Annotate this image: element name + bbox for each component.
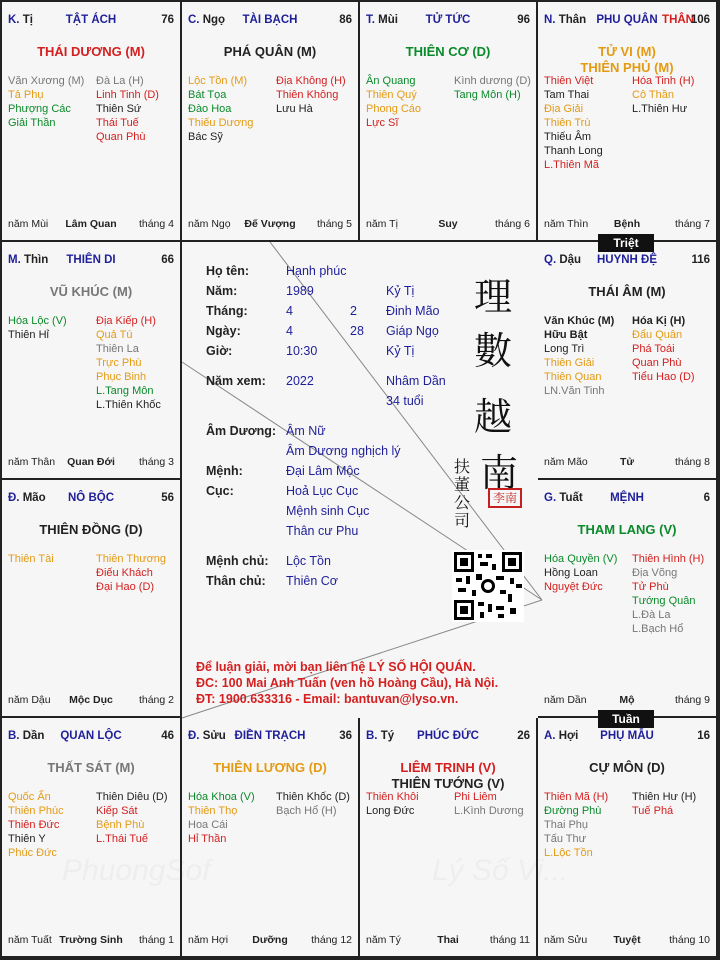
value-month-canchi: Đinh Mão [386, 304, 440, 318]
palace-position-letter: Q. [544, 254, 557, 266]
palace-number: 76 [161, 14, 174, 26]
minor-star: Địa Giải [544, 103, 584, 115]
minor-star: Long Trì [544, 343, 585, 355]
minor-star: Quả Tú [96, 329, 133, 341]
minor-star: Thiên Sứ [96, 103, 142, 115]
minor-star: Thiên Phúc [8, 805, 64, 817]
palace-branch: Thìn [23, 254, 49, 266]
palace-stage: Dưỡng [252, 934, 288, 946]
palace-footer [544, 218, 710, 232]
palace-number: 6 [703, 492, 710, 504]
right-stars [276, 790, 350, 818]
palace-position-letter: A. [544, 730, 556, 742]
main-star: THIÊN TƯỚNG (V) [391, 776, 505, 791]
minor-star: Thiên Thương [96, 553, 167, 565]
palace-name: TỬ TỨC [425, 14, 471, 26]
minor-star: Thiên Thọ [188, 805, 238, 817]
palace-branch: Mùi [378, 14, 398, 26]
minor-star: Quan Phù [632, 357, 682, 369]
right-stars [632, 790, 696, 818]
minor-star: Lực Sĩ [366, 117, 399, 129]
palace-footer [188, 218, 352, 232]
right-stars [632, 552, 704, 636]
left-stars [366, 74, 421, 130]
palace-position-letter: N. [544, 14, 556, 26]
minor-star: Thiên Quý [366, 89, 417, 101]
palace-branch: Ngọ [202, 14, 226, 26]
palace-year: năm Thìn [544, 218, 589, 230]
value-name: Hạnh phúc [286, 264, 347, 278]
palace-name: THIÊN DI [66, 254, 116, 266]
minor-star: Đẩu Quân [632, 329, 683, 341]
main-star: THÁI ÂM (M) [588, 284, 666, 299]
palace-position-letter: B. [8, 730, 20, 742]
palace-branch: Mão [22, 492, 46, 504]
palace-month: tháng 3 [138, 456, 174, 468]
palace-position-letter: C. [188, 14, 200, 26]
palace-name: PHÚC ĐỨC [417, 730, 479, 742]
palace-year: năm Tý [366, 934, 401, 946]
value-year: 1989 [286, 284, 314, 298]
palace-cell[interactable] [538, 480, 718, 718]
minor-star: Phượng Các [8, 103, 71, 115]
minor-star: Thanh Long [544, 145, 603, 157]
minor-star: Tả Phụ [8, 89, 44, 101]
minor-star: Hồng Loan [544, 567, 598, 579]
palace-stage: Thai [437, 934, 459, 946]
palace-stage: Tử [619, 456, 635, 468]
palace-position-letter: K. [8, 14, 20, 26]
palace-month: tháng 5 [316, 218, 352, 230]
palace-footer [366, 934, 530, 948]
palace-cell[interactable] [2, 2, 182, 242]
right-stars [632, 74, 694, 116]
triet-tag: Triệt [598, 234, 654, 252]
minor-star: Hoa Cái [188, 819, 228, 831]
right-stars [96, 74, 159, 144]
minor-star: Thiếu Âm [544, 131, 592, 143]
palace-month: tháng 1 [138, 934, 174, 946]
minor-star: Hữu Bật [544, 329, 588, 341]
minor-star: Thiên Diêu (D) [96, 791, 168, 803]
palace-number: 26 [517, 730, 530, 742]
minor-star: Hóa Kị (H) [632, 315, 686, 327]
minor-star: Tướng Quân [632, 595, 696, 607]
minor-star: Văn Khúc (M) [544, 315, 615, 327]
than-marker: THÂN [662, 14, 694, 26]
palace-month: tháng 4 [138, 218, 174, 230]
main-star: THAM LANG (V) [577, 522, 677, 537]
palace-month: tháng 2 [138, 694, 174, 706]
minor-star: Thiên Khôi [366, 791, 419, 803]
minor-star: L.Thái Tuế [96, 833, 148, 845]
palace-year: năm Ngọ [188, 218, 231, 230]
palace-name: PHU QUÂN [596, 14, 658, 26]
palace-month: tháng 10 [669, 934, 710, 946]
minor-star: Thiên Y [8, 833, 46, 845]
minor-star: Hóa Quyền (V) [544, 553, 618, 565]
red-seal: 李南 [488, 488, 522, 508]
minor-star: Phục Binh [96, 371, 147, 383]
minor-star: Tang Môn (H) [454, 89, 521, 101]
right-stars [96, 314, 161, 412]
palace-cell[interactable] [538, 718, 718, 958]
label-menh: Mệnh: [206, 464, 243, 478]
palace-stage: Bệnh [613, 218, 641, 230]
value-age: 34 tuổi [386, 394, 424, 408]
palace-branch: Tuất [559, 492, 583, 504]
minor-star: Đại Hao (D) [96, 581, 155, 593]
minor-star: Ân Quang [366, 75, 416, 87]
main-star: THIÊN LƯƠNG (D) [213, 760, 327, 775]
left-stars [188, 74, 253, 144]
palace-month: tháng 6 [494, 218, 530, 230]
value-am-duong-2: Âm Dương nghịch lý [286, 444, 401, 458]
palace-number: 86 [339, 14, 352, 26]
value-view-year-canchi: Nhâm Dần [386, 374, 446, 388]
palace-year: năm Hợi [188, 934, 229, 946]
left-stars [8, 552, 54, 566]
minor-star: L.Bạch Hổ [632, 623, 684, 635]
left-stars [188, 790, 255, 846]
palace-footer [188, 934, 352, 948]
calligraphy-char-2: 數 [474, 329, 513, 373]
left-stars [544, 552, 617, 594]
calligraphy-char-3: 越 [474, 395, 513, 439]
palace-number: 36 [339, 730, 352, 742]
palace-number: 56 [161, 492, 174, 504]
palace-footer [544, 694, 710, 708]
palace-branch: Thân [558, 14, 587, 26]
palace-cell[interactable] [2, 480, 182, 718]
minor-star: Bát Tọa [188, 89, 227, 101]
palace-footer [8, 218, 174, 232]
minor-star: Thiên Hư (H) [632, 791, 697, 803]
main-star: THIÊN CƠ (D) [405, 44, 491, 59]
palace-stage: Mộc Dục [69, 694, 113, 706]
minor-star: Hỉ Thần [188, 833, 227, 845]
minor-star: Thiên Hình (H) [632, 553, 705, 565]
palace-month: tháng 11 [489, 934, 530, 946]
minor-star: Phúc Đức [8, 847, 57, 859]
palace-number: 96 [517, 14, 530, 26]
minor-star: Kình dương (D) [454, 75, 531, 87]
minor-star: Tiểu Hao (D) [632, 371, 695, 383]
palace-footer [8, 694, 174, 708]
minor-star: L.Tang Môn [96, 385, 154, 397]
label-than-chu: Thân chủ: [206, 574, 266, 588]
main-star: PHÁ QUÂN (M) [223, 44, 317, 59]
minor-star: Lưu Hà [276, 103, 313, 115]
minor-star: Tấu Thư [544, 833, 587, 845]
minor-star: Thiên Hỉ [8, 329, 49, 341]
minor-star: Long Đức [366, 805, 415, 817]
palace-month: tháng 9 [674, 694, 710, 706]
palace-stage: Quan Đới [67, 456, 115, 468]
value-cuc-2: Mệnh sinh Cục [286, 504, 370, 518]
palace-name: MỆNH [610, 492, 644, 504]
minor-star: L.Lộc Tồn [544, 847, 593, 859]
palace-branch: Dần [22, 730, 45, 742]
label-name: Họ tên: [206, 264, 250, 278]
minor-star: L.Thiên Khốc [96, 399, 161, 411]
palace-cell[interactable] [538, 2, 718, 242]
palace-month: tháng 8 [674, 456, 710, 468]
minor-star: L.Kình Dương [454, 805, 524, 817]
label-day: Ngày: [206, 324, 241, 338]
minor-star: Nguyệt Đức [544, 581, 603, 593]
minor-star: Trực Phù [96, 357, 142, 369]
value-day-lunar: 28 [350, 324, 364, 338]
left-stars [544, 314, 614, 398]
palace-name: ĐIỀN TRẠCH [234, 730, 306, 742]
value-menh-chu: Lộc Tồn [286, 554, 331, 568]
minor-star: Bệnh Phù [96, 819, 145, 831]
palace-branch: Hợi [558, 730, 579, 742]
minor-star: Lộc Tồn (M) [188, 75, 248, 87]
right-stars [454, 790, 524, 818]
right-stars [96, 790, 168, 846]
minor-star: Cô Thần [632, 89, 674, 101]
minor-star: Kiếp Sát [96, 805, 138, 817]
minor-star: L.Thiên Hư [632, 103, 688, 115]
calligraphy-char-1: 理 [474, 275, 513, 319]
left-stars [8, 790, 64, 860]
palace-number: 116 [691, 254, 710, 266]
value-month-lunar: 2 [350, 304, 357, 318]
palace-cell[interactable] [360, 718, 538, 958]
calligraphy-small: 扶董公司 [454, 457, 471, 530]
left-stars [366, 790, 419, 818]
value-hour-canchi: Kỷ Tị [386, 344, 415, 358]
minor-star: Thiên Không [276, 89, 339, 101]
palace-year: năm Dậu [8, 694, 51, 706]
right-stars [96, 552, 166, 594]
left-stars [8, 74, 84, 130]
palace-stage: Suy [438, 218, 458, 230]
minor-star: Văn Xương (M) [8, 75, 85, 87]
palace-stage: Lâm Quan [65, 218, 117, 230]
palace-position-letter: G. [544, 492, 557, 504]
palace-footer [8, 934, 174, 948]
palace-number: 106 [690, 14, 710, 26]
minor-star: Điếu Khách [96, 567, 153, 579]
palace-number: 16 [697, 730, 710, 742]
main-star: VŨ KHÚC (M) [49, 284, 133, 299]
minor-star: Phi Liêm [454, 791, 497, 803]
label-month: Tháng: [206, 304, 248, 318]
minor-star: Thiên La [96, 343, 139, 355]
palace-year: năm Tuất [8, 934, 52, 946]
label-hour: Giờ: [206, 344, 233, 358]
palace-year: năm Dần [544, 694, 587, 706]
left-stars [544, 790, 608, 860]
watermark-right: Lý Số Vi... [432, 854, 569, 887]
palace-stage: Trường Sinh [59, 934, 123, 946]
minor-star: Quốc Ấn [8, 791, 51, 803]
minor-star: Phong Cáo [366, 103, 422, 115]
right-stars [454, 74, 531, 102]
palace-name: TẬT ÁCH [65, 14, 117, 26]
value-am-duong: Âm Nữ [286, 424, 326, 438]
contact-line-3: ĐT: 1900.633316 - Email: bantuvan@lyso.vn. [196, 692, 459, 706]
palace-name: NÔ BỘC [68, 492, 114, 504]
palace-month: tháng 12 [311, 934, 352, 946]
value-cuc-3: Thân cư Phu [286, 524, 359, 538]
label-cuc: Cục: [206, 484, 234, 498]
palace-position-letter: B. [366, 730, 378, 742]
minor-star: Hóa Tinh (H) [632, 75, 695, 87]
label-menh-chu: Mệnh chủ: [206, 554, 269, 568]
main-star: CỰ MÔN (D) [589, 760, 665, 775]
minor-star: Linh Tinh (D) [96, 89, 159, 101]
palace-number: 46 [161, 730, 174, 742]
palace-month: tháng 7 [674, 218, 710, 230]
minor-star: Hóa Khoa (V) [188, 791, 255, 803]
right-stars [276, 74, 346, 116]
main-star: TỬ VI (M) [598, 44, 656, 59]
palace-stage: Tuyệt [613, 934, 641, 946]
main-star: THIÊN ĐỒNG (D) [39, 522, 143, 537]
value-cuc: Hoả Lục Cục [286, 484, 359, 498]
minor-star: Tam Thai [544, 89, 590, 101]
value-view-year: 2022 [286, 374, 314, 388]
watermark-left: PhuongSof [62, 854, 211, 887]
minor-star: Thiên Đức [8, 819, 60, 831]
minor-star: Thiếu Dương [188, 117, 254, 129]
minor-star: Giải Thần [8, 117, 56, 129]
palace-name: PHỤ MẪU [600, 730, 654, 742]
minor-star: Thiên Khốc (D) [276, 791, 350, 803]
minor-star: L.Thiên Mã [544, 159, 600, 171]
tuan-tag: Tuần [598, 710, 654, 728]
palace-cell[interactable] [2, 718, 182, 958]
palace-number: 66 [161, 254, 174, 266]
value-hour: 10:30 [286, 344, 318, 358]
palace-position-letter: T. [366, 14, 375, 26]
palace-name: TÀI BẠCH [242, 14, 298, 26]
minor-star: Đào Hoa [188, 103, 232, 115]
palace-cell[interactable] [182, 718, 360, 958]
minor-star: Bác Sỹ [188, 131, 223, 143]
main-star: THÁI DƯƠNG (M) [37, 44, 145, 59]
label-am-duong: Âm Dương: [206, 424, 277, 438]
main-star: THIÊN PHỦ (M) [580, 60, 674, 75]
palace-name: QUAN LỘC [60, 730, 122, 742]
minor-star: Bạch Hổ (H) [276, 805, 337, 817]
minor-star: Địa Không (H) [276, 75, 346, 87]
minor-star: Quan Phù [96, 131, 146, 143]
left-stars [544, 74, 603, 172]
palace-cell[interactable] [182, 2, 360, 242]
minor-star: Đường Phù [544, 805, 602, 817]
minor-star: Tử Phù [632, 581, 669, 593]
palace-year: năm Mão [544, 456, 588, 468]
palace-footer [544, 934, 710, 948]
palace-cell[interactable] [360, 2, 538, 242]
label-year: Năm: [206, 284, 238, 298]
left-stars [8, 314, 67, 342]
minor-star: Thiên Trù [544, 117, 591, 129]
minor-star: Thiên Tài [8, 553, 54, 565]
palace-branch: Sửu [202, 730, 226, 742]
label-view-year: Năm xem: [206, 374, 266, 388]
minor-star: Thiên Mã (H) [544, 791, 609, 803]
palace-year: năm Tị [366, 218, 398, 230]
palace-stage: Đế Vượng [244, 218, 296, 230]
minor-star: L.Đà La [632, 609, 671, 621]
value-day: 4 [286, 324, 293, 338]
minor-star: Đà La (H) [96, 75, 144, 87]
minor-star: Hóa Lộc (V) [8, 315, 67, 327]
qr-code[interactable] [452, 550, 524, 622]
minor-star: Thiên Quan [544, 371, 602, 383]
calligraphy-char-4: 南 [480, 451, 519, 495]
palace-branch: Dậu [559, 254, 582, 266]
contact-line-1: Để luận giải, mời bạn liên hệ LÝ SỐ HỘI QUÁN. [196, 660, 476, 674]
palace-footer [544, 456, 710, 470]
right-stars [632, 314, 695, 384]
palace-position-letter: Đ. [188, 730, 200, 742]
palace-name: HUYNH ĐỆ [596, 254, 658, 266]
palace-branch: Tị [22, 14, 33, 26]
palace-stage: Mộ [619, 694, 635, 706]
minor-star: Thái Tuế [96, 117, 139, 129]
contact-line-2: ĐC: 100 Mai Anh Tuấn (ven hồ Hoàng Cầu), Hà Nội. [196, 676, 499, 690]
minor-star: Tuế Phá [632, 805, 674, 817]
value-month: 4 [286, 304, 293, 318]
palace-footer [366, 218, 530, 232]
palace-year: năm Sửu [544, 934, 588, 946]
value-than-chu: Thiên Cơ [286, 574, 338, 588]
minor-star: Thiên Việt [544, 75, 594, 87]
palace-cell[interactable] [2, 242, 182, 480]
value-day-canchi: Giáp Ngọ [386, 324, 439, 338]
value-menh: Đại Lâm Mộc [286, 464, 360, 478]
palace-position-letter: Đ. [8, 492, 20, 504]
palace-position-letter: M. [8, 254, 21, 266]
main-star: LIÊM TRINH (V) [400, 760, 496, 775]
minor-star: Thai Phụ [544, 819, 589, 831]
palace-cell[interactable] [538, 242, 718, 480]
palace-footer [8, 456, 174, 470]
minor-star: Thiên Giải [544, 357, 595, 369]
value-year-canchi: Kỷ Tị [386, 284, 415, 298]
minor-star: Địa Kiếp (H) [96, 315, 156, 327]
minor-star: Phá Toái [632, 343, 675, 355]
palace-year: năm Mùi [8, 218, 49, 230]
palace-branch: Tý [380, 730, 395, 742]
palace-year: năm Thân [8, 456, 56, 468]
minor-star: Địa Võng [632, 567, 678, 579]
main-star: THẤT SÁT (M) [47, 760, 135, 775]
minor-star: LN.Văn Tinh [544, 385, 605, 397]
